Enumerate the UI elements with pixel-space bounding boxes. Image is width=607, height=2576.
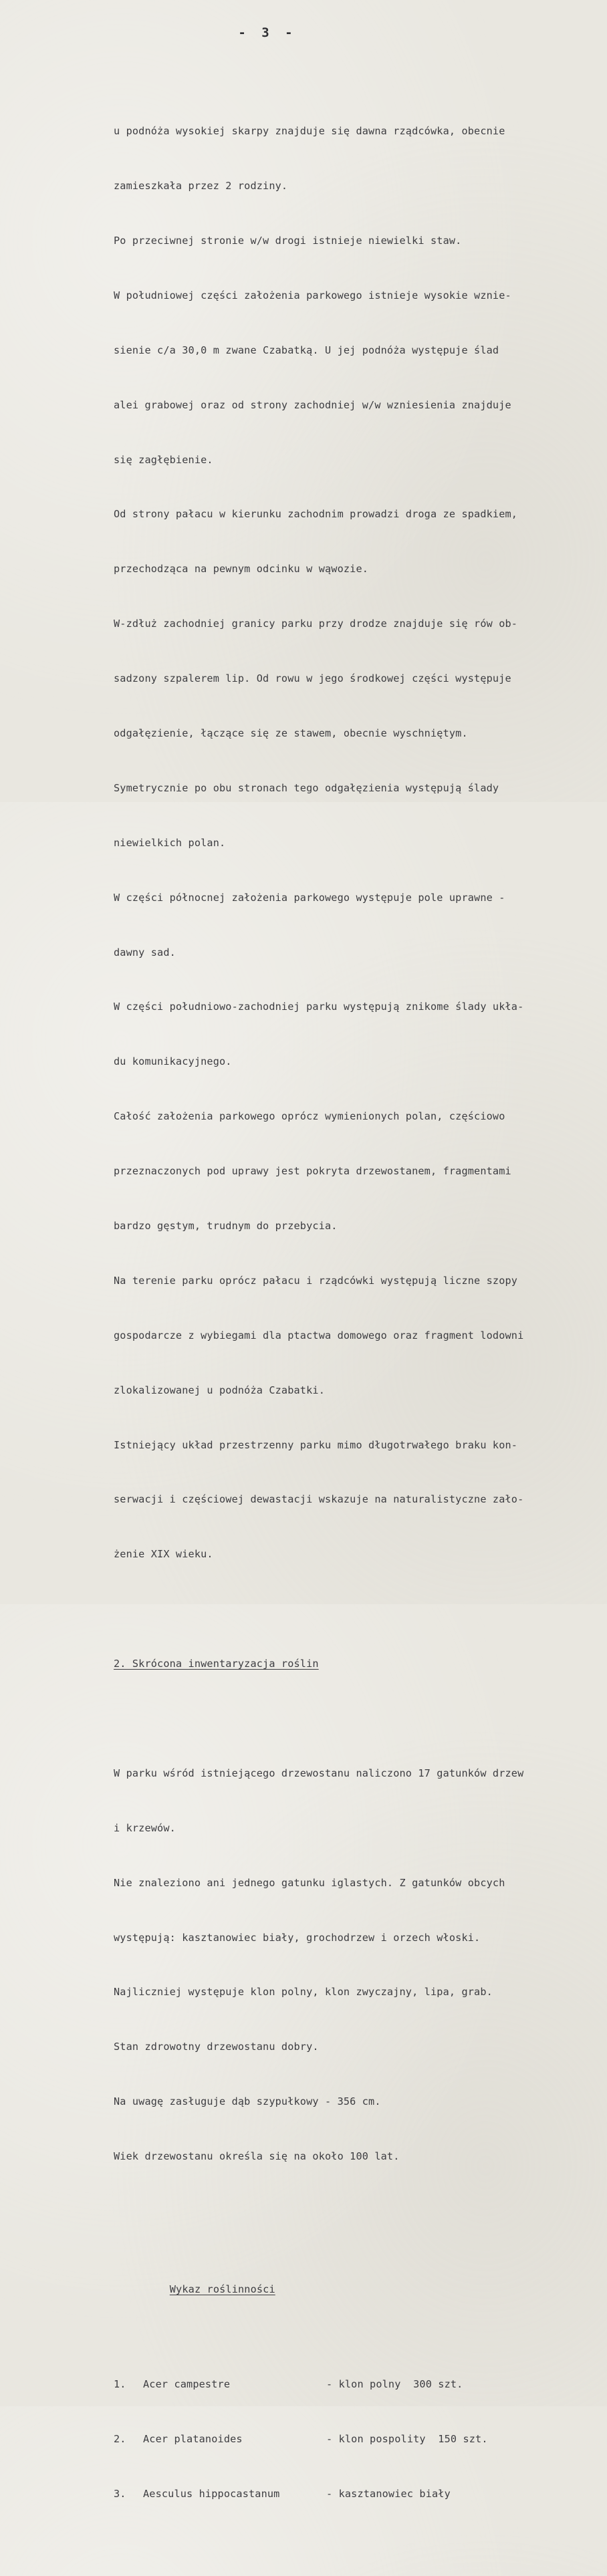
text-line: Istniejący układ przestrzenny parku mimo długotrwałego braku kon- <box>114 1438 518 1451</box>
text-line: i krzewów. <box>114 1821 176 1834</box>
text-line: W południowej części założenia parkowego istnieje wysokie wznie- <box>114 289 511 301</box>
plant-number: 3. <box>114 2487 126 2500</box>
text-line: przechodząca na pewnym odcinku w wąwozie. <box>114 563 369 575</box>
text-line: Najliczniej występuje klon polny, klon zwyczajny, lipa, grab. <box>114 1986 493 1999</box>
plant-list-heading-text: Wykaz roślinności <box>169 2283 275 2296</box>
text-line: żenie XIX wieku. <box>114 1548 213 1561</box>
text-line: gospodarcze z wybiegami dla ptactwa domowego oraz fragment lodowni <box>114 1329 524 1341</box>
text-line: bardzo gęstym, trudnym do przebycia. <box>114 1220 338 1232</box>
text-line: Całość założenia parkowego oprócz wymienionych polan, częściowo <box>114 1110 505 1123</box>
paragraph-block-inventory <box>114 1728 599 2202</box>
text-line: Po przeciwnej stronie w/w drogi istnieje niewielki staw. <box>114 234 462 247</box>
plant-latin-name: Acer platanoides <box>143 2433 243 2445</box>
text-line: Na uwagę zasługuje dąb szypułkowy - 356 cm. <box>114 2095 381 2108</box>
plant-common-name: - klon pospolity 150 szt. <box>326 2433 488 2445</box>
plant-list-heading <box>114 2263 599 2296</box>
text-line: W parku wśród istniejącego drzewostanu naliczono 17 gatunków drzew <box>114 1767 524 1779</box>
text-line: przeznaczonych pod uprawy jest pokryta drzewostanem, fragmentami <box>114 1165 511 1178</box>
page-body <box>114 49 599 2576</box>
plant-common-name: - klon polny 300 szt. <box>326 2378 463 2391</box>
text-line: Wiek drzewostanu określa się na około 100 lat. <box>114 2150 400 2163</box>
text-line: zamieszkała przez 2 rodziny. <box>114 180 288 192</box>
text-line: alei grabowej oraz od strony zachodniej w/w wzniesienia znajduje <box>114 398 511 411</box>
text-line: Od strony pałacu w kierunku zachodnim prowadzi droga ze spadkiem, <box>114 508 518 521</box>
text-line: u podnóża wysokiej skarpy znajduje się dawna rządcówka, obecnie <box>114 125 505 138</box>
plant-list-item <box>114 2430 599 2448</box>
text-line: odgałęzienie, łączące się ze stawem, obecnie wyschniętym. <box>114 727 468 739</box>
plant-number: 2. <box>114 2433 126 2445</box>
text-line: W części południowo-zachodniej parku występują znikome ślady ukła- <box>114 1001 524 1013</box>
text-line: du komunikacyjnego. <box>114 1055 232 1068</box>
text-line: Symetrycznie po obu stronach tego odgałęzienia występują ślady <box>114 781 499 794</box>
paragraph-block-intro <box>114 86 599 1601</box>
plant-list <box>114 2339 599 2539</box>
text-line: serwacji i częściowej dewastacji wskazuje na naturalistyczne zało- <box>114 1493 524 1506</box>
text-line: Na terenie parku oprócz pałacu i rządcówki występują liczne szopy <box>114 1274 518 1287</box>
text-line: zlokalizowanej u podnóża Czabatki. <box>114 1384 325 1396</box>
text-line: Stan zdrowotny drzewostanu dobry. <box>114 2041 319 2053</box>
section-heading: 2. Skrócona inwentaryzacja roślin <box>114 1658 319 1670</box>
text-line: W części północnej założenia parkowego występuje pole uprawne - <box>114 891 505 904</box>
plant-number: 1. <box>114 2378 126 2391</box>
plant-latin-name: Acer campestre <box>143 2378 231 2391</box>
plant-common-name: - kasztanowiec biały <box>326 2487 451 2500</box>
text-line: się zagłębienie. <box>114 453 213 466</box>
text-line: sienie c/a 30,0 m zwane Czabatką. U jej podnóża występuje ślad <box>114 344 499 356</box>
text-line: niewielkich polan. <box>114 836 226 849</box>
plant-list-item <box>114 2375 599 2394</box>
text-line: Nie znaleziono ani jednego gatunku iglastych. Z gatunków obcych <box>114 1876 505 1889</box>
text-line: dawny sad. <box>114 946 176 958</box>
text-line: sadzony szpalerem lip. Od rowu w jego środkowej części występuje <box>114 672 511 685</box>
text-line: W-zdłuż zachodniej granicy parku przy drodze znajduje się rów ob- <box>114 618 518 630</box>
plant-latin-name: Aesculus hippocastanum <box>143 2487 280 2500</box>
plant-list-item <box>114 2485 599 2503</box>
page-number: - 3 - <box>238 25 297 40</box>
text-line: występują: kasztanowiec biały, grochodrzew i orzech włoski. <box>114 1931 481 1944</box>
